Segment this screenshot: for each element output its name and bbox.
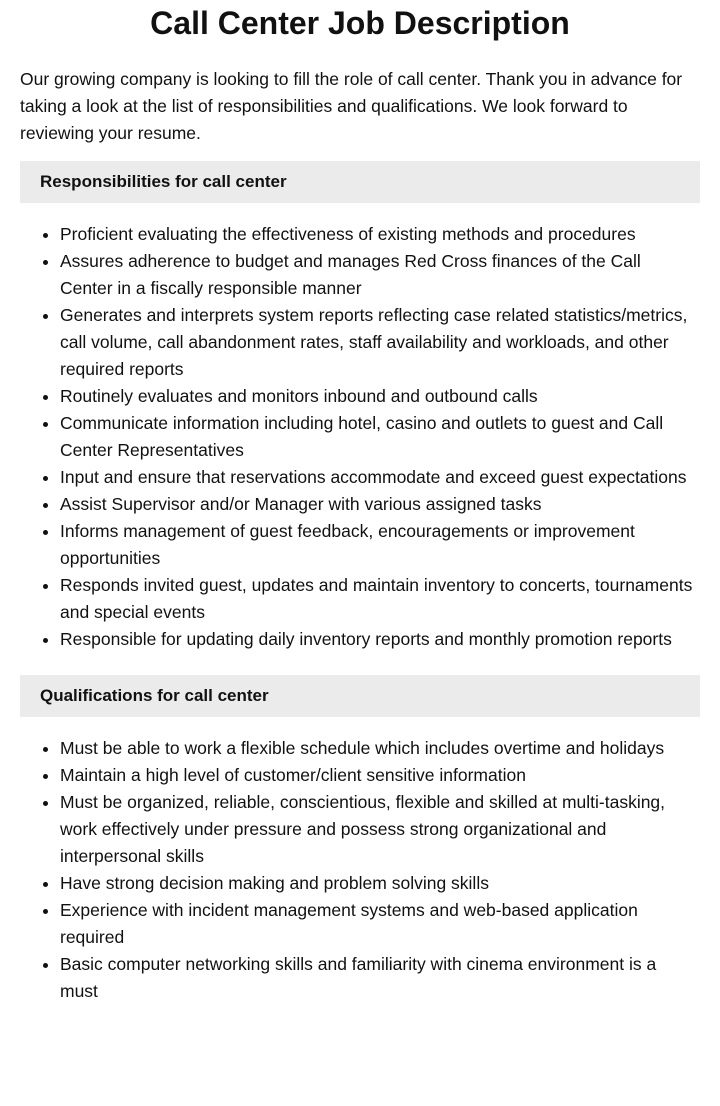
list-item: • Have strong decision making and problem solving skills [60,870,700,897]
list-item: • Proficient evaluating the effectiveness of existing methods and procedures [60,221,700,248]
list-item: • Basic computer networking skills and familiarity with cinema environment is a must [60,951,700,1005]
qualifications-list [20,735,700,1005]
responsibilities-heading: Responsibilities for call center [20,161,700,203]
list-item: • Routinely evaluates and monitors inbound and outbound calls [60,383,700,410]
intro-text: Our growing company is looking to fill the role of call center. Thank you in advance for taking a look at the list of responsibilities and qualifications. We look forward to reviewing your resume. [20,69,683,143]
qualifications-heading: Qualifications for call center [20,675,700,717]
list-item: • Maintain a high level of customer/client sensitive information [60,762,700,789]
list-item: • Must be able to work a flexible schedule which includes overtime and holidays [60,735,700,762]
responsibilities-list [20,221,700,653]
list-item: • Assures adherence to budget and manages Red Cross finances of the Call Center in a fiscally responsible manner [60,248,700,302]
list-item: • Communicate information including hotel, casino and outlets to guest and Call Center Representatives [60,410,700,464]
list-item: • Must be organized, reliable, conscientious, flexible and skilled at multi-tasking, work effectively under pressure and possess strong organizational and interpersonal skills [60,789,700,870]
list-item: • Responds invited guest, updates and maintain inventory to concerts, tournaments and special events [60,572,700,626]
list-item: • Experience with incident management systems and web-based application required [60,897,700,951]
page-title: Call Center Job Description [150,5,570,41]
list-item: • Assist Supervisor and/or Manager with various assigned tasks [60,491,700,518]
list-item: • Informs management of guest feedback, encouragements or improvement opportunities [60,518,700,572]
list-item: • Responsible for updating daily inventory reports and monthly promotion reports [60,626,700,653]
list-item: • Generates and interprets system reports reflecting case related statistics/metrics, call volume, call abandonment rates, staff availability and workloads, and other required reports [60,302,700,383]
list-item: • Input and ensure that reservations accommodate and exceed guest expectations [60,464,700,491]
